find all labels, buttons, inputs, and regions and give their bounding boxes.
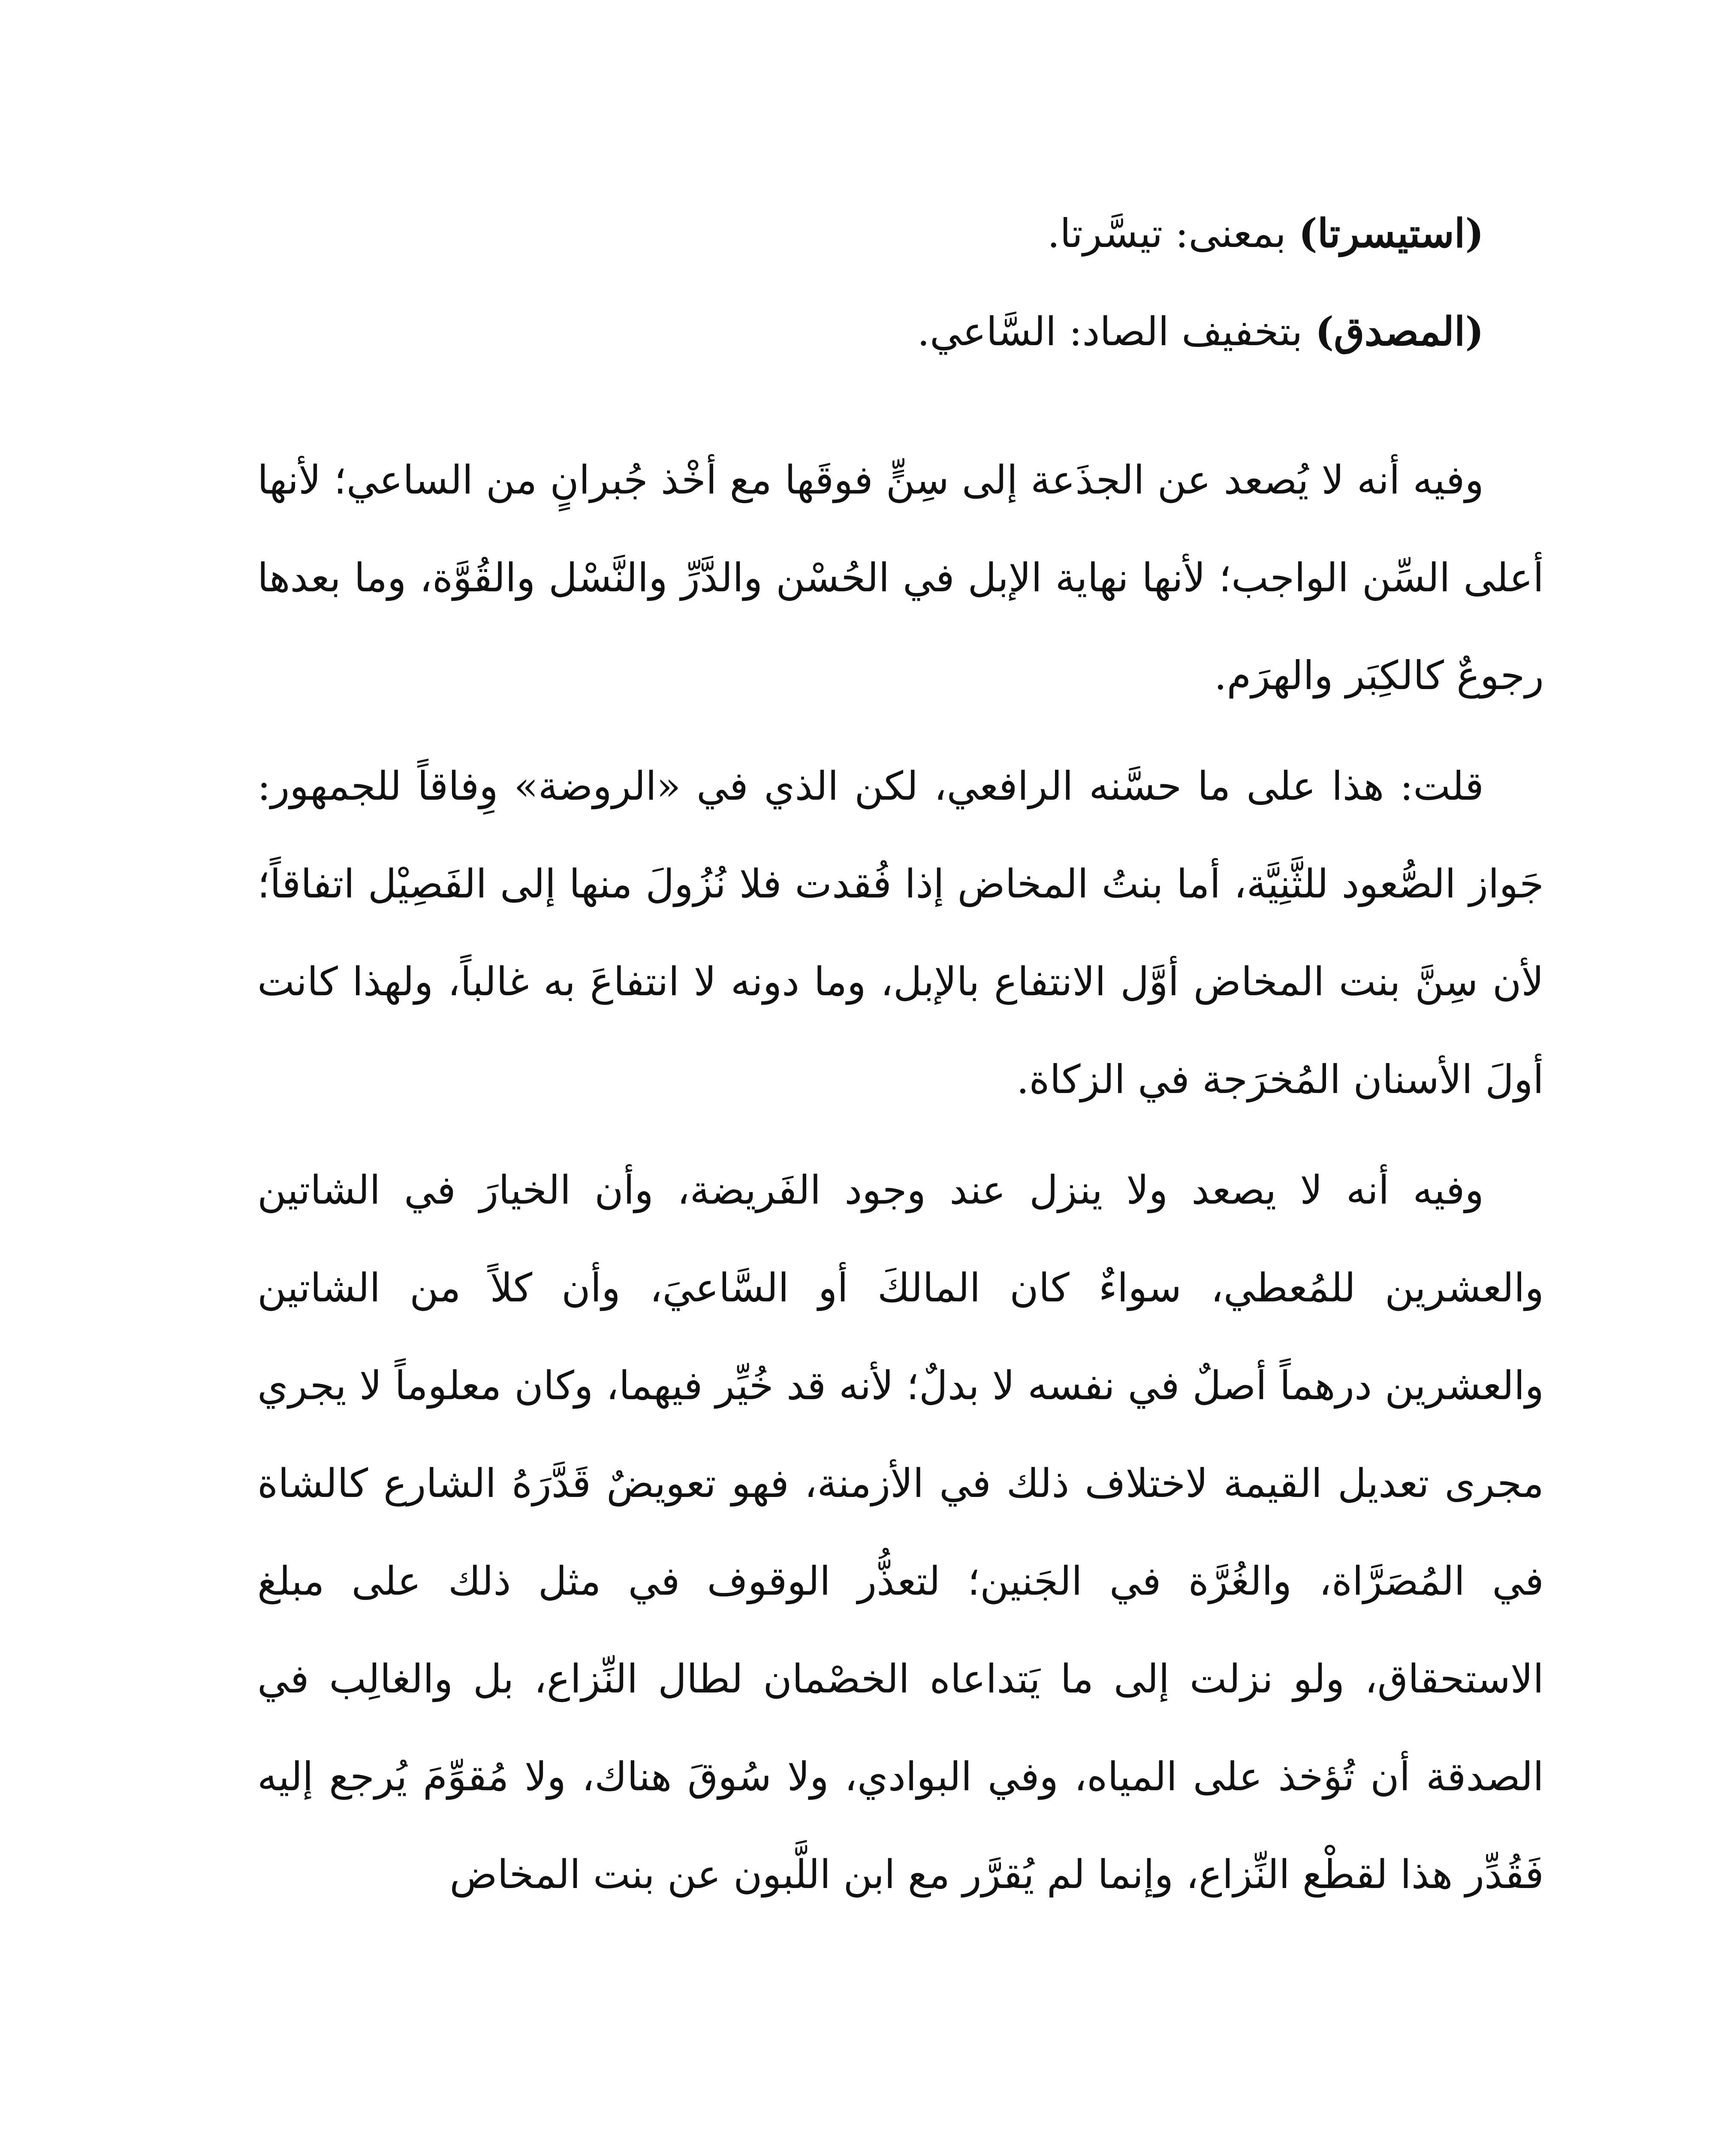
glossary-entry xyxy=(257,283,1544,381)
glossary-term: (استيسرتا) xyxy=(1299,210,1484,256)
glossary-term: (المصدق) xyxy=(1315,308,1484,355)
glossary-entry xyxy=(257,184,1544,283)
paragraph: وفيه أنه لا يصعد ولا ينزل عند وجود الفَريضة، وأن الخيارَ في الشاتين والعشرين للمُعطي، سواءٌ كان المالكَ أو السَّاعيَ، وأن كلاً من الشاتين والعشرين درهماً أصلٌ في نفسه لا بدلٌ؛ لأنه قد خُيِّر فيهما، وكان معلوماً لا يجري مجرى تعديل القيمة لاختلاف ذلك في الأزمنة، فهو تعويضٌ قَدَّرَهُ الشارع كالشاة في المُصَرَّاة، والغُرَّة في الجَنين؛ لتعذُّر الوقوف في مثل ذلك على مبلغ الاستحقاق، ولو نزلت إلى ما يَتداعاه الخصْمان لطال النِّزاع، بل والغالِب في الصدقة أن تُؤخذ على المياه، وفي البوادي، ولا سُوقَ هناك، ولا مُقوِّمَ يُرجع إليه فَقُدِّر هذا لقطْع النِّزاع، وإنما لم يُقرَّر مع ابن اللَّبون عن بنت المخاض xyxy=(257,1167,1544,1897)
glossary-definition: بمعنى: تيسَّرتا. xyxy=(1047,211,1287,256)
glossary-block xyxy=(257,184,1544,381)
glossary-definition: بتخفيف الصاد: السَّاعي. xyxy=(917,309,1303,355)
paragraph: وفيه أنه لا يُصعد عن الجذَعة إلى سِنٍّ فوقَها مع أخْذ جُبرانٍ من الساعي؛ لأنها أعلى السِّن الواجب؛ لأنها نهاية الإبل في الحُسْن والدَّرِّ والنَّسْل والقُوَّة، وما بعدها رجوعٌ كالكِبَر والهرَم. xyxy=(257,457,1544,699)
body-text xyxy=(257,431,1544,1924)
paragraph: قلت: هذا على ما حسَّنه الرافعي، لكن الذي في «الروضة» وِفاقاً للجمهور: جَواز الصُّعود للثَّنِيَّة، أما بنتُ المخاض إذا فُقدت فلا نُزُولَ منها إلى الفَصِيْل اتفاقاً؛ لأن سِنَّ بنت المخاض أوَّل الانتفاع بالإبل، وما دونه لا انتفاعَ به غالباً، ولهذا كانت أولَ الأسنان المُخرَجة في الزكاة. xyxy=(257,763,1544,1102)
